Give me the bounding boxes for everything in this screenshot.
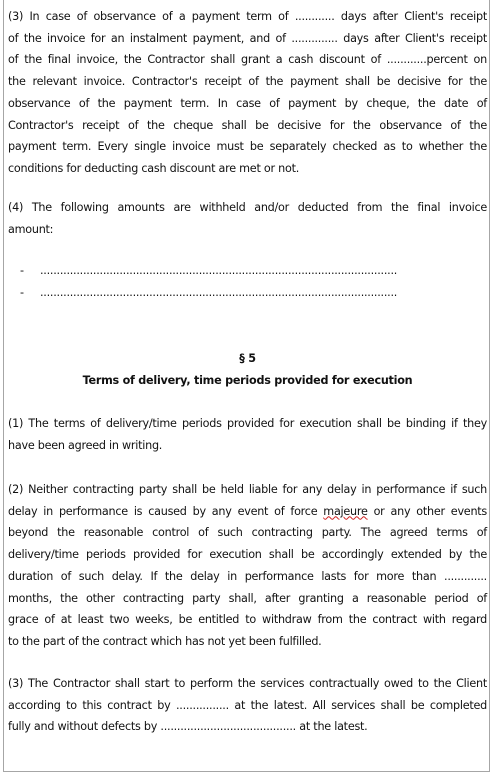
text-line: observance of the payment term. In case of payment by cheque, the date of	[8, 96, 487, 110]
deduction-item	[4, 264, 491, 284]
spellcheck-flagged-word[interactable]: majeure	[323, 504, 368, 518]
text-line: (3) The Contractor shall start to perform the services contractually owed to the Client	[8, 677, 487, 690]
section-heading: Terms of delivery, time periods provided for execution	[82, 374, 413, 387]
text-line: to the part of the contract which has not yet been fulfilled.	[8, 634, 322, 648]
delivery-terms-clause-3	[8, 673, 487, 738]
text-run: or any other events	[367, 504, 488, 518]
deductions-clause	[8, 197, 487, 240]
delivery-terms-clause-2	[8, 479, 487, 653]
blank-line: ............................................................................................................	[40, 286, 398, 299]
list-dash: -	[20, 264, 24, 277]
text-line: the relevant invoice. Contractor's receipt of the payment shall be decisive for the	[8, 75, 487, 89]
text-line: (1) The terms of delivery/time periods provided for execution shall be binding if they	[8, 417, 487, 430]
text-line: Contractor's receipt of the cheque shall be decisive for the observance of the	[8, 118, 487, 132]
text-line: (4) The following amounts are withheld and/or deducted from the final invoice	[8, 201, 487, 214]
list-dash: -	[20, 286, 24, 299]
payment-term-clause	[8, 6, 487, 180]
text-line: (3) In case of observance of a payment term of ............ days after Client's receipt	[8, 10, 487, 23]
text-line: conditions for deducting cash discount are met or not.	[8, 161, 300, 175]
blank-line: ............................................................................................................	[40, 264, 398, 277]
deduction-item	[4, 286, 491, 306]
section-number: § 5	[239, 352, 256, 365]
text-line: duration of such delay. If the delay in performance lasts for more than .............	[8, 569, 487, 583]
document-page	[3, 0, 490, 772]
text-line: fully and without defects by ......................................... at the latest.	[8, 720, 368, 734]
text-line: beyond the reasonable control of such contracting party. The agreed terms of	[8, 526, 487, 540]
text-run: delay in performance is caused by any event of force	[8, 504, 324, 518]
text-line: amount:	[8, 222, 54, 236]
text-line: months, the other contracting party shall, after granting a reasonable period of	[8, 591, 487, 605]
text-line	[8, 501, 487, 523]
text-line: payment term. Every single invoice must be separately checked as to whether the	[8, 140, 487, 154]
text-line: (2) Neither contracting party shall be held liable for any delay in performance if such	[8, 483, 487, 496]
text-line: of the invoice for an instalment payment, and of .............. days after Client's receipt	[8, 31, 487, 45]
text-line: grace of at least two weeks, be entitled to withdraw from the contract with regard	[8, 613, 487, 627]
text-line: delivery/time periods provided for execution shall be accordingly extended by the	[8, 548, 487, 562]
delivery-terms-clause-1	[8, 413, 487, 456]
text-line: according to this contract by ................ at the latest. All services shall be completed	[8, 698, 487, 712]
text-line: of the final invoice, the Contractor shall grant a cash discount of ............percent on	[8, 53, 487, 67]
text-line: have been agreed in writing.	[8, 438, 163, 452]
